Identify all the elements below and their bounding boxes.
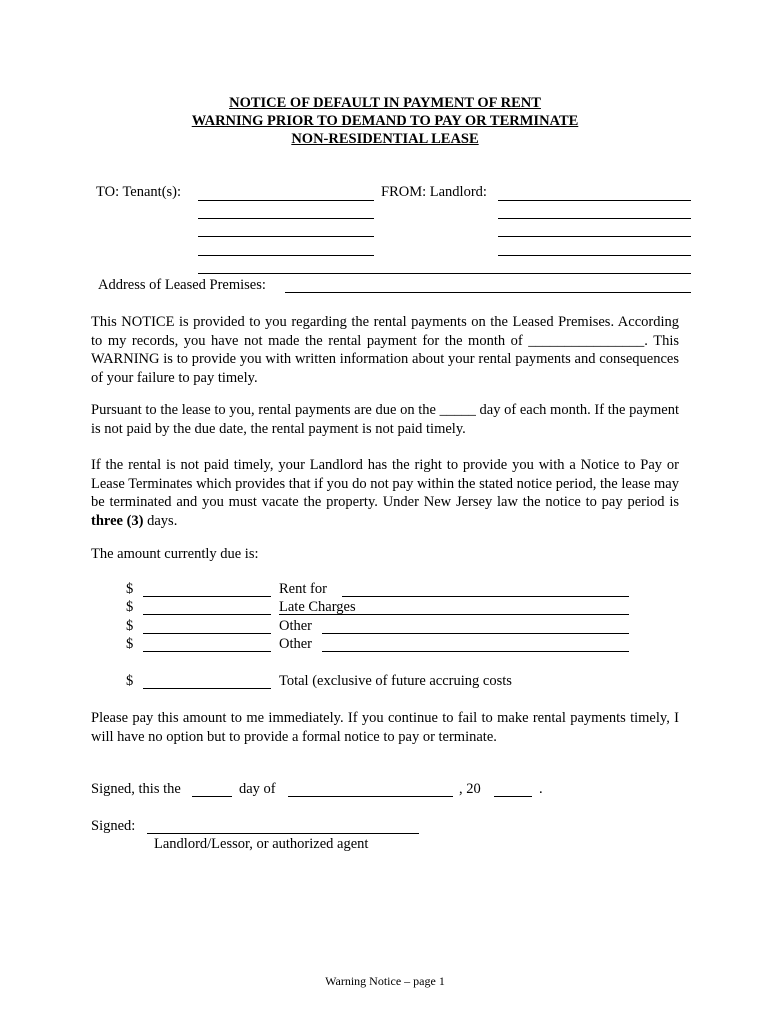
landlord-line-2[interactable]: [498, 218, 691, 219]
amount-desc-line-rent[interactable]: [342, 596, 629, 597]
amount-intro: The amount currently due is:: [91, 546, 259, 562]
address-label: Address of Leased Premises:: [98, 277, 266, 293]
amount-label-late: Late Charges: [279, 599, 356, 615]
landlord-line-3[interactable]: [498, 236, 691, 237]
currency-symbol: $: [126, 618, 134, 634]
landlord-line-4[interactable]: [498, 255, 691, 256]
title-line-3: NON-RESIDENTIAL LEASE: [291, 131, 479, 147]
amount-label-other-1: Other: [279, 618, 313, 634]
signed-period: .: [539, 781, 543, 797]
signed-label: Signed:: [91, 818, 136, 834]
title-line-1: NOTICE OF DEFAULT IN PAYMENT OF RENT: [229, 95, 541, 111]
amount-line-other-2[interactable]: [143, 651, 271, 652]
title-line-2: WARNING PRIOR TO DEMAND TO PAY OR TERMINATE: [191, 113, 579, 129]
currency-symbol: $: [126, 581, 134, 597]
amount-desc-line-other-2[interactable]: [322, 651, 629, 652]
tenant-line-1[interactable]: [198, 200, 374, 201]
landlord-line-1[interactable]: [498, 200, 691, 201]
signature-line[interactable]: [147, 833, 419, 834]
signed-day-line[interactable]: [192, 796, 232, 797]
amount-desc-line-other-1[interactable]: [322, 633, 629, 634]
from-landlord-label: FROM: Landlord:: [381, 184, 487, 200]
signed-month-line[interactable]: [288, 796, 453, 797]
paragraph-due-date: Pursuant to the lease to you, rental payments are due on the _____ day of each month. If the payment is not paid by the due date, the rental payment is not paid timely.: [91, 402, 679, 437]
amount-desc-line-late[interactable]: [279, 614, 629, 615]
paragraph-rights: If the rental is not paid timely, your Landlord has the right to provide you with a Notice to Pay or Lease Terminates which provides that if you do not pay within the stated notice period, the lease may be terminated and you must vacate the property. Under New Jersey law the notice to pay period is three (3) days.: [91, 457, 679, 529]
amount-line-late[interactable]: [143, 614, 271, 615]
tenant-line-3[interactable]: [198, 236, 374, 237]
year-prefix-label: , 20: [459, 781, 481, 797]
amount-label-total: Total (exclusive of future accruing costs: [279, 673, 512, 689]
paragraph-notice: This NOTICE is provided to you regarding the rental payments on the Leased Premises. According to my records, you have not made the rental payment for the month of ________________. This WARNING is to provide you with written information about your rental payments and consequences of your failure to pay timely.: [91, 314, 679, 386]
notice-period-days: three (3): [91, 512, 144, 529]
amount-label-rent: Rent for: [279, 581, 327, 597]
to-tenant-label: TO: Tenant(s):: [96, 184, 182, 200]
page-footer: Warning Notice – page 1: [325, 974, 445, 988]
signer-caption: Landlord/Lessor, or authorized agent: [154, 836, 369, 852]
tenant-line-4[interactable]: [198, 255, 374, 256]
currency-symbol: $: [126, 673, 134, 689]
address-line-1[interactable]: [198, 273, 691, 274]
amount-line-other-1[interactable]: [143, 633, 271, 634]
address-line-2[interactable]: [285, 292, 691, 293]
day-of-label: day of: [239, 781, 276, 797]
tenant-line-2[interactable]: [198, 218, 374, 219]
amount-line-rent[interactable]: [143, 596, 271, 597]
currency-symbol: $: [126, 636, 134, 652]
paragraph-demand: Please pay this amount to me immediately. If you continue to fail to make rental payments timely, I will have no option but to provide a formal notice to pay or terminate.: [91, 710, 679, 745]
currency-symbol: $: [126, 599, 134, 615]
signed-this-label: Signed, this the: [91, 781, 181, 797]
signed-year-line[interactable]: [494, 796, 532, 797]
amount-line-total[interactable]: [143, 688, 271, 689]
amount-label-other-2: Other: [279, 636, 313, 652]
